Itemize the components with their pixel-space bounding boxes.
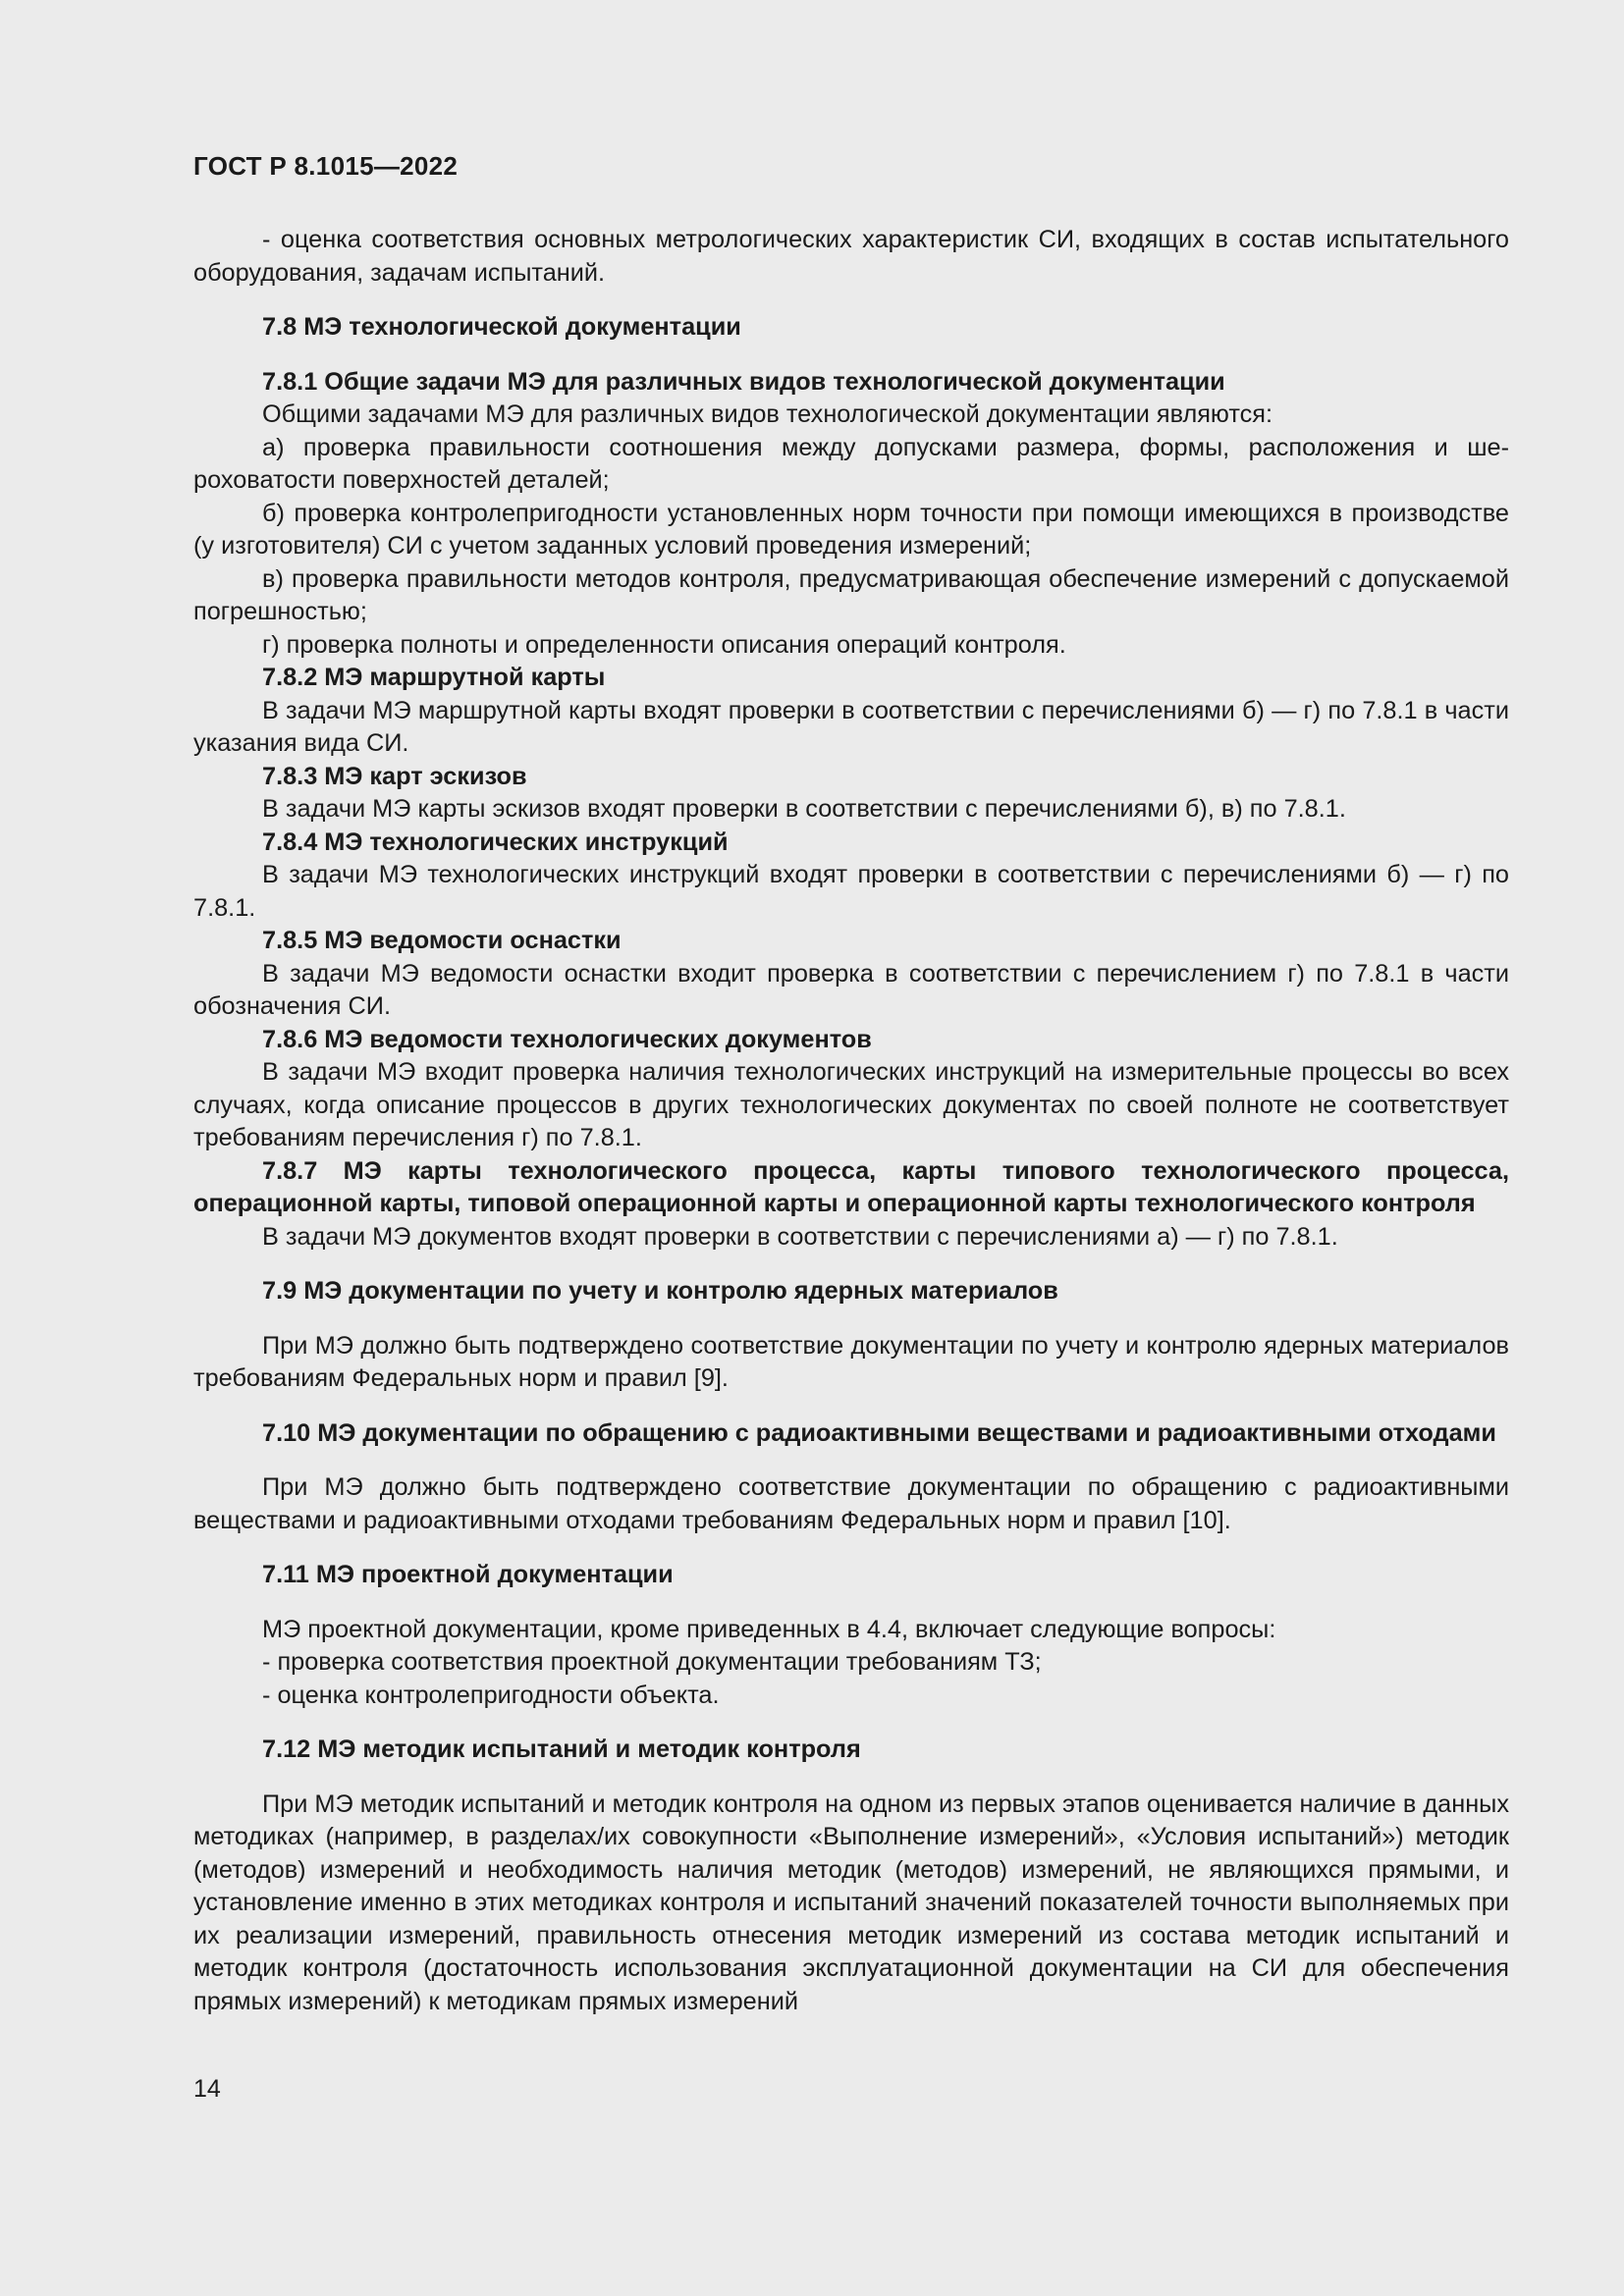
list-item-b: б) проверка контролепригодности установленных норм точности при помощи имеющихся в производстве (у изготовителя) СИ с учетом заданных условий проведения измерений; (193, 499, 1509, 560)
section-heading-7-12: 7.12 МЭ методик испытаний и методик контроля (262, 1735, 861, 1763)
subsection-heading-7-8-3: 7.8.3 МЭ карт эскизов (262, 762, 527, 790)
list-item-a: а) проверка правильности соотношения между допусками размера, формы, расположения и шероховатости поверхностей деталей; (193, 433, 1509, 494)
paragraph-7-9: При МЭ должно быть подтверждено соответствие документации по учету и контролю ядерных материалов требованиям Федеральных норм и правил [9]. (193, 1331, 1509, 1392)
paragraph-7-8-3: В задачи МЭ карты эскизов входят проверки в соответствии с перечислениями б), в) по 7.8.1. (262, 795, 1346, 823)
paragraph-7-8-6: В задачи МЭ входит проверка наличия технологических инструкций на измерительные процессы во всех случаях, когда описание процессов в других технологических документах по своей полноте не соответствует требованиям перечисления г) по 7.8.1. (193, 1058, 1509, 1151)
document-body (193, 224, 1509, 2018)
section-heading-7-8: 7.8 МЭ технологической документации (262, 313, 741, 341)
paragraph-7-8-2: В задачи МЭ маршрутной карты входят проверки в соответствии с перечислениями б) — г) по 7.8.1 в части указания вида СИ. (193, 696, 1509, 757)
document-header: ГОСТ Р 8.1015—2022 (193, 151, 459, 181)
subsection-heading-7-8-1: 7.8.1 Общие задачи МЭ для различных видов технологической документации (262, 367, 1225, 396)
paragraph-7-8-1-lead: Общими задачами МЭ для различных видов технологической документации являются: (262, 400, 1272, 428)
section-heading-7-11: 7.11 МЭ проектной документации (262, 1561, 674, 1588)
section-heading-7-9: 7.9 МЭ документации по учету и контролю ядерных материалов (262, 1277, 1058, 1305)
page-number: 14 (193, 2075, 221, 2103)
subsection-heading-7-8-5: 7.8.5 МЭ ведомости оснастки (262, 927, 622, 954)
list-item-7-11-1: - проверка соответствия проектной документации требованиям ТЗ; (262, 1648, 1042, 1676)
paragraph-7-8-5: В задачи МЭ ведомости оснастки входит проверка в соответствии с перечислением г) по 7.8.1 в части обозначения СИ. (193, 959, 1509, 1020)
list-item-7-11-2: - оценка контролепригодности объекта. (262, 1681, 720, 1709)
paragraph-7-8-7: В задачи МЭ документов входят проверки в соответствии с перечислениями а) — г) по 7.8.1. (262, 1222, 1338, 1251)
paragraph-7-11-lead: МЭ проектной документации, кроме приведенных в 4.4, включает следующие вопросы: (262, 1615, 1276, 1643)
paragraph-7-10: При МЭ должно быть подтверждено соответствие документации по обращению с радиоактивными веществами и радиоактивными отходами требованиям Федеральных норм и правил [10]. (193, 1473, 1509, 1534)
subsection-heading-7-8-6: 7.8.6 МЭ ведомости технологических документов (262, 1025, 872, 1053)
list-item-g: г) проверка полноты и определенности описания операций контроля. (262, 630, 1066, 659)
subsection-heading-7-8-2: 7.8.2 МЭ маршрутной карты (262, 664, 606, 691)
paragraph-7-12: При МЭ методик испытаний и методик контроля на одном из первых этапов оценивается наличие в данных методиках (например, в разделах/их совокупности «Выполнение измерений», «Условия испытаний») методик (методов) измерений и необходимость наличия методик (методов) измерений, не являющихся прямыми, и установление именно в этих методиках контроля и испытаний значений показателей точности выполняемых при их реализации измерений, правильность отнесения методик измерений из состава методик испытаний и методик контроля (достаточность использования эксплуатационной документации на СИ для обеспечения прямых измерений) к методикам прямых измерений (193, 1789, 1509, 2015)
paragraph-7-8-4: В задачи МЭ технологических инструкций входят проверки в соответствии с перечислениями б) — г) по 7.8.1. (193, 861, 1509, 922)
subsection-heading-7-8-4: 7.8.4 МЭ технологических инструкций (262, 828, 729, 856)
list-item-v: в) проверка правильности методов контроля, предусматривающая обеспечение измерений с допускаемой погрешностью; (193, 564, 1509, 625)
intro-paragraph: - оценка соответствия основных метрологических характеристик СИ, входящих в состав испытательного оборудования, задачам испытаний. (193, 226, 1509, 287)
subsection-heading-7-8-7: 7.8.7 МЭ карты технологического процесса, карты типового технологического процесса, операционной карты, типовой операционной карты и операционной карты технологического контроля (193, 1156, 1509, 1217)
section-heading-7-10: 7.10 МЭ документации по обращению с радиоактивными веществами и радиоактивными отходами (262, 1418, 1496, 1447)
